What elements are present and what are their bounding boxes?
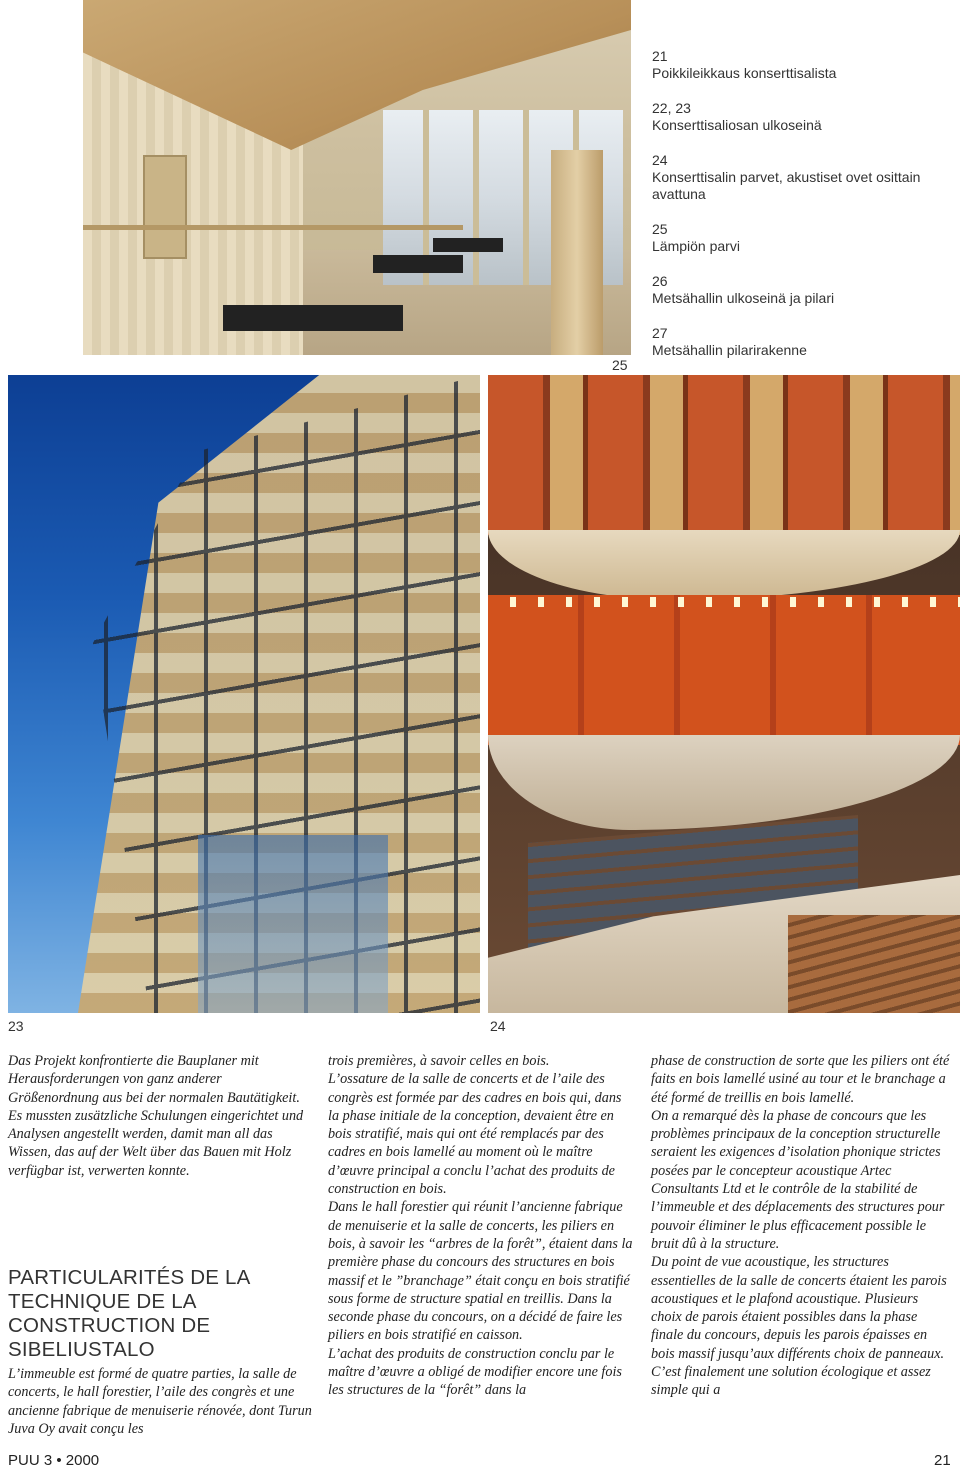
photo-concert-hall-balconies [488, 375, 960, 1013]
caption-text: Lämpiön parvi [652, 238, 740, 254]
caption-text: Konserttisalin parvet, akustiset ovet osittain avattuna [652, 169, 921, 202]
french-column-1 [8, 1365, 313, 1438]
figure-number-25: 25 [612, 357, 628, 373]
caption-item [652, 48, 952, 82]
section-heading: PARTICULARITÉS DE LA TECHNIQUE DE LA CONSTRUCTION DE SIBELIUSTALO [8, 1266, 250, 1361]
caption-text: Metsähallin ulkoseinä ja pilari [652, 290, 835, 306]
german-text: Das Projekt konfrontierte die Bauplaner mit Herausforderungen von ganz anderer Größenordnung aus bei der normalen Bautätigkeit. Es mussten zusätzliche Schulungen eingerichtet und Analysen angestellt werden, damit man all das Wissen, das auf der Welt über das Bauen mit Holz verfügbar ist, verwerten konnte. [8, 1053, 304, 1179]
french-column-2 [328, 1052, 633, 1400]
french-column-3 [651, 1052, 951, 1400]
caption-number: 26 [652, 273, 668, 289]
caption-item [652, 325, 952, 359]
french-paragraph: On a remarqué dès la phase de concours que les problèmes principaux de la conception structurelle seraient les exigences d’isolation phonique strictes posées par le concepteur acoustique Artec Consultants Ltd et le contrôle de la stabilité de l’immeuble et des déplacements des structures pour pouvoir éliminer le plus efficacement possible le bruit dû à la structure. [651, 1107, 945, 1252]
french-paragraph: phase de construction de sorte que les piliers ont été faits en bois lamellé usiné au tour et le branchage a été formé de treillis en bois lamellé. [651, 1053, 950, 1106]
figure-number-23: 23 [8, 1018, 24, 1034]
figure-number-24: 24 [490, 1018, 506, 1034]
french-paragraph: L’ossature de la salle de concerts et de l’aile des congrès est formée par des cadres en bois qui, dans la phase initiale de la conception, devaient être en bois stratifié, mais qui ont été remplacés par des cadres en bois lamellé au moment où le maître d’œuvre principal a conclu l’achat des produits de construction en bois. [328, 1071, 622, 1198]
french-paragraph: Dans le hall forestier qui réunit l’ancienne fabrique de menuiserie et la salle de concerts, les piliers en bois, à savoir les “arbres de la forêt”, étaient dans la première phase du concours des structures en bois massif et le ”branchage” était conçu en bois stratifié sous forme de structure spatial en treillis. Dans la seconde phase du concours, on a décidé de faire les piliers en bois stratifié en caisson. [328, 1199, 633, 1344]
caption-item [652, 221, 952, 255]
caption-item [652, 152, 952, 203]
photo-lobby-gallery [83, 0, 631, 355]
page-number: 21 [934, 1452, 951, 1469]
figure-captions [652, 48, 952, 377]
french-paragraph: L’immeuble est formé de quatre parties, la salle de concerts, le hall forestier, l’aile des congrès et une ancienne fabrique de menuiserie rénovée, dont Turun Juva Oy avait conçu les [8, 1366, 312, 1437]
caption-text: Konserttisaliosan ulkoseinä [652, 117, 822, 133]
french-paragraph: Du point de vue acoustique, les structures essentielles de la salle de concerts étaient les parois acoustiques et le plafond acoustique. Plusieurs choix de parois étaient possibles dans la phase finale du concours, depuis les parois épaisses en bois massif jusqu’aux différents choix de panneaux. C’est finalement une solution écologique et assez simple qui a [651, 1254, 947, 1399]
german-paragraph [8, 1052, 308, 1180]
french-paragraph: L’achat des produits de construction conclu par le maître d’œuvre a obligé de modifier encore une fois les structures de la “forêt” dans la [328, 1345, 622, 1399]
caption-number: 24 [652, 152, 668, 168]
caption-item [652, 273, 952, 307]
caption-number: 25 [652, 221, 668, 237]
caption-number: 22, 23 [652, 100, 691, 116]
caption-text: Poikkileikkaus konserttisalista [652, 65, 837, 81]
caption-number: 27 [652, 325, 668, 341]
publication-footer: PUU 3 • 2000 [8, 1452, 100, 1469]
caption-text: Metsähallin pilarirakenne [652, 342, 807, 358]
photo-glass-facade [8, 375, 480, 1013]
french-paragraph: trois premières, à savoir celles en bois. [328, 1053, 550, 1069]
caption-number: 21 [652, 48, 668, 64]
caption-item [652, 100, 952, 134]
